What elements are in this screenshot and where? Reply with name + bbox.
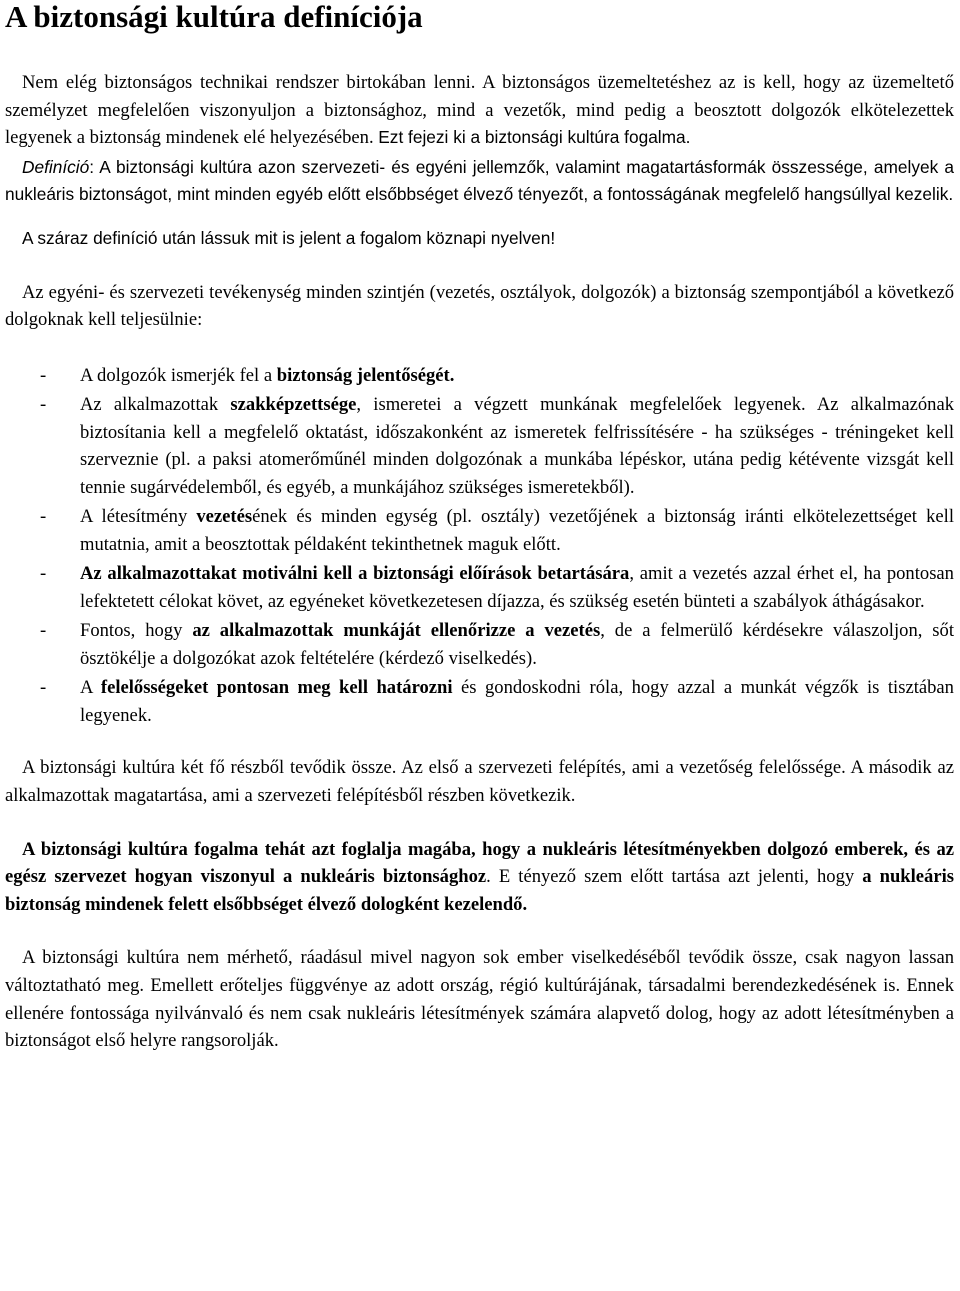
list-dash: - (40, 563, 47, 585)
list-item: - Fontos, hogy az alkalmazottak munkáját ellenőrizze a vezetés, de a felmerülő kérdésekre válaszoljon, sőt ösztökélje a dolgozókat azok feltételére (kérdező viselkedés). (5, 617, 954, 672)
list-item: - A dolgozók ismerjék fel a biztonság jelentőségét. (5, 362, 954, 390)
intro-paragraph (5, 69, 954, 152)
definition-text: : A biztonsági kultúra azon szervezeti- és egyéni jellemzők, valamint magatartásformák összessége, amelyek a nukleáris biztonságot, mint minden egyéb előtt elsőbbséget élvező tényezőt, a fontosságának megfelelő hangsúllyal kezelik. (5, 156, 954, 205)
two-parts-paragraph: A biztonsági kultúra két fő részből tevődik össze. Az első a szervezeti felépítés, ami a vezetőség felelőssége. A második az alkalmazottak magatartása, ami a szervezeti felépítésből részben következik. (5, 757, 954, 807)
list-item: - A létesítmény vezetésének és minden egység (pl. osztály) vezetőjének a biztonság iránti elkötelezettséget kell mutatnia, amit a beosztottak példaként tekinthetnek maguk előtt. (5, 503, 954, 558)
requirements-list (5, 362, 954, 730)
list-dash: - (40, 677, 47, 699)
final-paragraph: A biztonsági kultúra nem mérhető, ráadásul mivel nagyon sok ember viselkedéséből tevődik össze, csak nagyon lassan változtatható meg. Emellett erőteljes függvénye az adott ország, régió kultúrájának, társadalmi berendezkedésének is. Ennek ellenére fontossága nyilvánvaló és nem csak nukleáris létesítmények számára alapvető dolog, hogy az adott létesítményben a biztonságot első helyre rangsorolják. (5, 947, 954, 1052)
intro-summary: Ezt fejezi ki a biztonsági kultúra fogalma. (378, 127, 691, 148)
levels-paragraph: Az egyéni- és szervezeti tevékenység minden szintjén (vezetés, osztályok, dolgozók) a biztonság szempontjából a következő dolgoknak kell teljesülnie: (5, 281, 954, 331)
list-item: - Az alkalmazottakat motiválni kell a biztonsági előírások betartására, amit a vezetés azzal érhet el, ha pontosan lefektetett célokat követ, az egyéneket következetesen díjazza, és szükség esetén bünteti a szabályok áthágásakor. (5, 560, 954, 615)
page-title: A biztonsági kultúra definíciója (5, 0, 423, 34)
dry-definition-paragraph: A száraz definíció után lássuk mit is jelent a fogalom köznapi nyelven! (22, 227, 556, 248)
definition-paragraph (5, 154, 954, 209)
list-item: - Az alkalmazottak szakképzettsége, ismeretei a végzett munkának megfelelőek legyenek. Az alkalmazónak biztosítania kell a megfelelő oktatást, időszakonként az ismeretek felfrissítésére - ha szükséges - tréningeket kell szerveznie (pl. a paksi atomerőműnél minden dolgozónak a munkába lépéskor, utána pedig kétévente vizsgát kell tennie sugárvédelemből, és egyéb, a munkájához szükséges ismeretekből). (5, 391, 954, 501)
list-dash: - (40, 620, 47, 642)
list-dash: - (40, 364, 47, 386)
concept-paragraph: A biztonsági kultúra fogalma tehát azt foglalja magába, hogy a nukleáris létesítményekben dolgozó emberek, és az egész szervezet hogyan viszonyul a nukleáris biztonsághoz. E tényező szem előtt tartása azt jelenti, hogy a nukleáris biztonság mindenek felett elsőbbséget élvező dologként kezelendő. (5, 838, 954, 915)
list-item: - A felelősségeket pontosan meg kell határozni és gondoskodni róla, hogy azzal a munkát végzők is tisztában legyenek. (5, 674, 954, 729)
intro-text: Nem elég biztonságos technikai rendszer birtokában lenni. A biztonságos üzemeltetéshez az is kell, hogy az üzemeltető személyzet megfelelően viszonyuljon a biztonsághoz, mind a vezetők, mind pedig a beosztott dolgozók elkötelezettek legyenek a biztonság mindenek elé helyezésében. (5, 72, 954, 149)
definition-label: Definíció (22, 156, 90, 177)
list-dash: - (40, 394, 47, 416)
list-dash: - (40, 506, 47, 528)
